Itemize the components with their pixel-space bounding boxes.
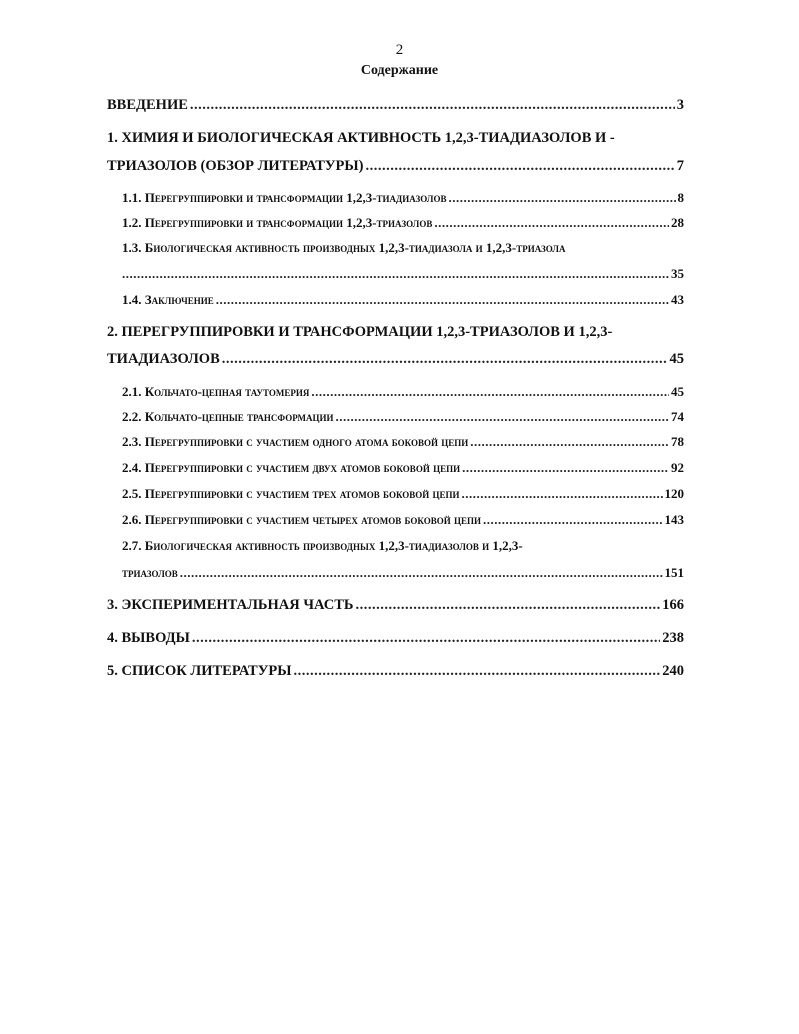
toc-entry-label: 1.2. Перегруппировки и трансформации 1,2,3-триазолов xyxy=(122,215,433,230)
toc-entry-2-7-line1[interactable]: 2.7. Биологическая активность производных 1,2,3-тиадиазолов и 1,2,3- xyxy=(122,538,523,553)
toc-entry-page: 28 xyxy=(671,215,684,230)
toc-entry-chapter-3[interactable] xyxy=(107,596,684,614)
toc-entry-2-1[interactable] xyxy=(122,383,684,401)
toc-entry-2-7[interactable] xyxy=(122,564,684,582)
toc-entry-label: ВВЕДЕНИЕ xyxy=(107,97,188,113)
dot-leader xyxy=(365,157,674,175)
toc-entry-page: 45 xyxy=(671,384,684,399)
toc-entry-page: 238 xyxy=(662,630,684,646)
toc-entry-page: 3 xyxy=(676,97,684,113)
toc-entry-2-3[interactable] xyxy=(122,433,684,451)
toc-entry-page: 240 xyxy=(662,663,684,679)
toc-entry-1-3-line1[interactable]: 1.3. Биологическая активность производных 1,2,3-тиадиазола и 1,2,3-триазола xyxy=(122,240,566,255)
dot-leader xyxy=(355,596,660,614)
toc-entry-label: 2.6. Перегруппировки с участием четырех атомов боковой цепи xyxy=(122,512,481,527)
toc-entry-introduction[interactable] xyxy=(107,96,684,114)
page-title: Содержание xyxy=(360,63,439,78)
toc-entry-1-2[interactable] xyxy=(122,214,684,232)
toc-entry-page: 92 xyxy=(671,460,684,475)
toc-entry-page: 166 xyxy=(662,597,684,613)
toc-entry-page: 45 xyxy=(669,351,684,367)
dot-leader xyxy=(470,433,669,451)
toc-entry-page: 8 xyxy=(677,190,684,205)
page-number: 2 xyxy=(395,42,404,58)
toc-entry-1-4[interactable] xyxy=(122,291,684,309)
toc-entry-2-4[interactable] xyxy=(122,459,684,477)
dot-leader xyxy=(192,629,660,647)
dot-leader xyxy=(462,485,663,503)
toc-entry-chapter-1[interactable] xyxy=(107,157,684,175)
dot-leader xyxy=(449,189,676,207)
toc-entry-label: 1.4. Заключение xyxy=(122,292,214,307)
toc-entry-label: ТРИАЗОЛОВ (ОБЗОР ЛИТЕРАТУРЫ) xyxy=(107,158,364,174)
toc-entry-page: 7 xyxy=(676,158,684,174)
toc-entry-chapter-4[interactable] xyxy=(107,629,684,647)
dot-leader xyxy=(222,350,668,368)
dot-leader xyxy=(483,511,663,529)
toc-entry-label: 2.5. Перегруппировки с участием трех атомов боковой цепи xyxy=(122,486,460,501)
toc-entry-chapter-5[interactable] xyxy=(107,662,684,680)
toc-entry-label: 5. СПИСОК ЛИТЕРАТУРЫ xyxy=(107,663,292,679)
dot-leader xyxy=(434,214,669,232)
dot-leader xyxy=(462,459,669,477)
dot-leader xyxy=(311,383,669,401)
toc-entry-1-1[interactable] xyxy=(122,189,684,207)
dot-leader xyxy=(216,291,669,309)
toc-entry-chapter-1-line1[interactable]: 1. ХИМИЯ И БИОЛОГИЧЕСКАЯ АКТИВНОСТЬ 1,2,3-ТИАДИАЗОЛОВ И - xyxy=(107,130,615,146)
toc-entry-page: 151 xyxy=(664,565,684,580)
toc-entry-page: 120 xyxy=(664,486,684,501)
toc-entry-page: 78 xyxy=(671,434,684,449)
toc-entry-label: 3. ЭКСПЕРИМЕНТАЛЬНАЯ ЧАСТЬ xyxy=(107,597,354,613)
toc-entry-label: триазолов xyxy=(122,565,178,580)
toc-entry-page: 74 xyxy=(671,409,684,424)
dot-leader xyxy=(293,662,660,680)
toc-entry-1-3[interactable] xyxy=(122,265,684,283)
toc-entry-chapter-2-line1[interactable]: 2. ПЕРЕГРУППИРОВКИ И ТРАНСФОРМАЦИИ 1,2,3-ТРИАЗОЛОВ И 1,2,3- xyxy=(107,324,613,340)
dot-leader xyxy=(190,96,675,114)
toc-entry-chapter-2[interactable] xyxy=(107,350,684,368)
toc-entry-label: 2.4. Перегруппировки с участием двух атомов боковой цепи xyxy=(122,460,461,475)
toc-entry-label: 4. ВЫВОДЫ xyxy=(107,630,190,646)
toc-entry-2-2[interactable] xyxy=(122,408,684,426)
toc-entry-page: 143 xyxy=(664,512,684,527)
toc-entry-page: 35 xyxy=(671,266,684,281)
toc-entry-label: 1.1. Перегруппировки и трансформации 1,2,3-тиадиазолов xyxy=(122,190,447,205)
toc-entry-label: 2.1. Кольчато-цепная таутомерия xyxy=(122,384,310,399)
toc-entry-label: 2.3. Перегруппировки с участием одного атома боковой цепи xyxy=(122,434,469,449)
dot-leader xyxy=(180,564,663,582)
dot-leader xyxy=(336,408,669,426)
toc-entry-label: 2.2. Кольчато-цепные трансформации xyxy=(122,409,334,424)
toc-entry-label: ТИАДИАЗОЛОВ xyxy=(107,351,220,367)
toc-entry-2-5[interactable] xyxy=(122,485,684,503)
toc-entry-2-6[interactable] xyxy=(122,511,684,529)
dot-leader xyxy=(122,265,669,283)
toc-entry-page: 43 xyxy=(671,292,684,307)
